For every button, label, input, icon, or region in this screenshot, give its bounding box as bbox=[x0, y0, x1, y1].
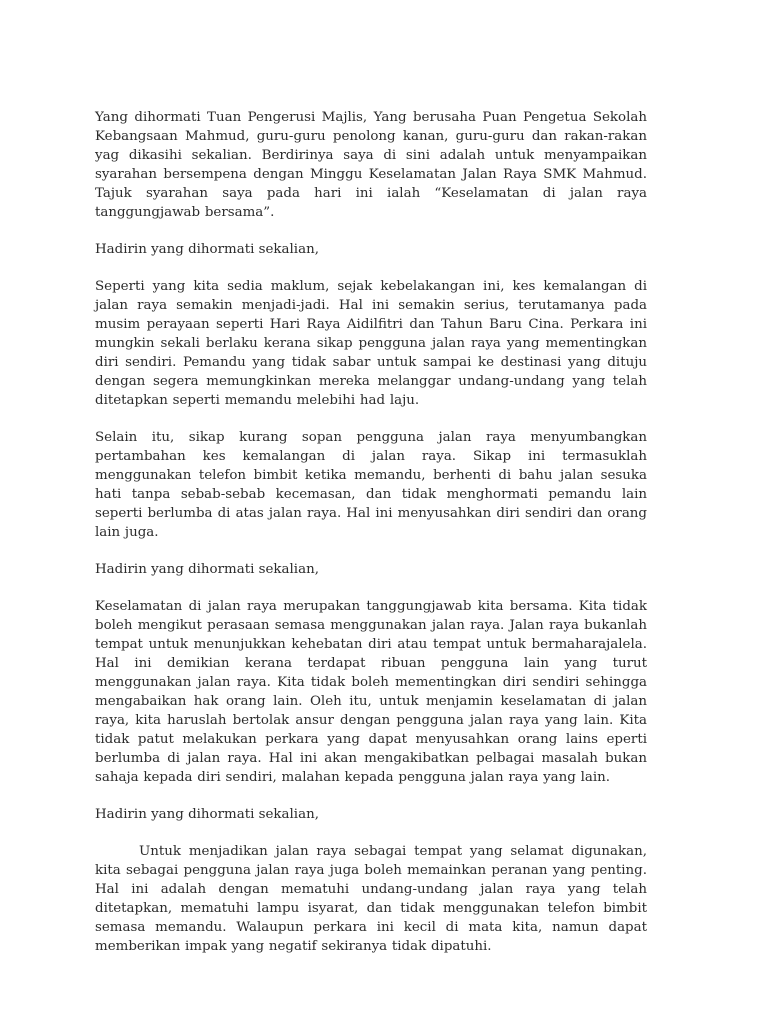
opening-paragraph: Yang dihormati Tuan Pengerusi Majlis, Yang berusaha Puan Pengetua Sekolah Kebangsaan Mahmud, guru-guru penolong kanan, guru-guru dan rakan-rakan yag dikasihi sekalian. Berdirinya saya di sini adalah untuk menyampaikan syarahan bersempena dengan Minggu Keselamatan Jalan Raya SMK Mahmud. Tajuk syarahan saya pada hari ini ialah “Keselamatan di jalan raya tanggungjawab bersama”. bbox=[95, 110, 647, 220]
document-page bbox=[95, 108, 647, 974]
salutation: Hadirin yang dihormati sekalian, bbox=[95, 242, 319, 257]
salutation: Hadirin yang dihormati sekalian, bbox=[95, 562, 319, 577]
salutation: Hadirin yang dihormati sekalian, bbox=[95, 807, 319, 822]
body-paragraph: Seperti yang kita sedia maklum, sejak kebelakangan ini, kes kemalangan di jalan raya semakin menjadi-jadi. Hal ini semakin serius, terutamanya pada musim perayaan seperti Hari Raya Aidilfitri dan Tahun Baru Cina. Perkara ini mungkin sekali berlaku kerana sikap pengguna jalan raya yang mementingkan diri sendiri. Pemandu yang tidak sabar untuk sampai ke destinasi yang dituju dengan segera memungkinkan mereka melanggar undang-undang yang telah ditetapkan seperti memandu melebihi had laju. bbox=[95, 279, 647, 408]
body-paragraph: Untuk menjadikan jalan raya sebagai tempat yang selamat digunakan, kita sebagai pengguna jalan raya juga boleh memainkan peranan yang penting. Hal ini adalah dengan mematuhi undang-undang jalan raya yang telah ditetapkan, mematuhi lampu isyarat, dan tidak menggunakan telefon bimbit semasa memandu. Walaupun perkara ini kecil di mata kita, namun dapat memberikan impak yang negatif sekiranya tidak dipatuhi. bbox=[95, 844, 647, 954]
body-paragraph: Selain itu, sikap kurang sopan pengguna jalan raya menyumbangkan pertambahan kes kemalangan di jalan raya. Sikap ini termasuklah menggunakan telefon bimbit ketika memandu, berhenti di bahu jalan sesuka hati tanpa sebab-sebab kecemasan, dan tidak menghormati pemandu lain seperti berlumba di atas jalan raya. Hal ini menyusahkan diri sendiri dan orang lain juga. bbox=[95, 430, 647, 540]
body-paragraph: Keselamatan di jalan raya merupakan tanggungjawab kita bersama. Kita tidak boleh mengikut perasaan semasa menggunakan jalan raya. Jalan raya bukanlah tempat untuk menunjukkan kehebatan diri atau tempat untuk bermaharajalela. Hal ini demikian kerana terdapat ribuan pengguna lain yang turut menggunakan jalan raya. Kita tidak boleh mementingkan diri sendiri sehingga mengabaikan hak orang lain. Oleh itu, untuk menjamin keselamatan di jalan raya, kita haruslah bertolak ansur dengan pengguna jalan raya yang lain. Kita tidak patut melakukan perkara yang dapat menyusahkan orang lains eperti berlumba di jalan raya. Hal ini akan mengakibatkan pelbagai masalah bukan sahaja kepada diri sendiri, malahan kepada pengguna jalan raya yang lain. bbox=[95, 599, 647, 785]
